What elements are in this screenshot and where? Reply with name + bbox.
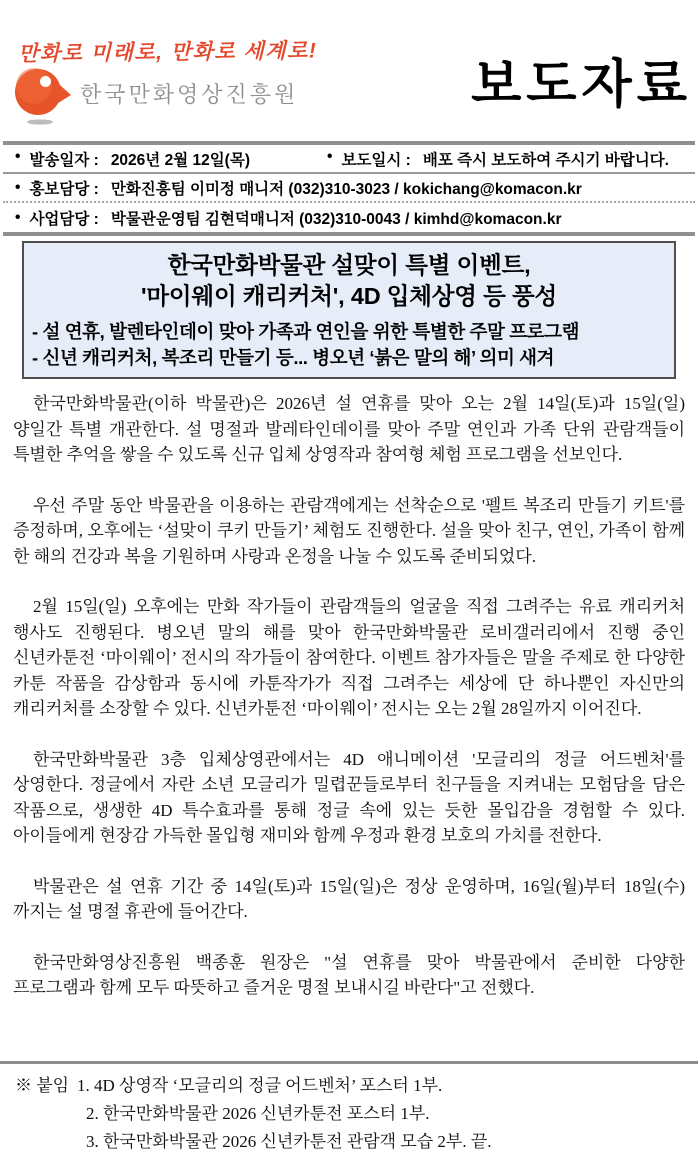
attachment-item-2: 2. 한국만화박물관 2026 신년카툰전 포스터 1부. — [86, 1104, 430, 1123]
headline-subtitle-2: - 신년 캐리커처, 복조리 만들기 등... 병오년 ‘붉은 말의 해’ 의미 새겨 — [32, 347, 555, 368]
report-time-cell — [327, 148, 669, 170]
bullet-icon: • — [15, 178, 21, 196]
headline-line2: '마이웨이 캐리커처', 4D 입체상영 등 풍성 — [141, 283, 557, 309]
slogan-text: 만화로 미래로, 만화로 세계로! — [17, 39, 318, 66]
body-paragraph-4: 한국만화박물관 3층 입체상영관에서는 4D 애니메이션 '모글리의 정글 어드벤처'를 상영한다. 정글에서 자란 소년 모글리가 밀렵꾼들로부터 친구들을 지켜내는 모험담을 담은 작품으로, 생생한 4D 특수효과를 통해 정글 속에 있는 듯한 몰입감을 경험할 수 있다. 아이들에게 현장감 가득한 몰입형 재미와 함께 우정과 환경 보호의 가치를 전한다. — [13, 749, 685, 845]
send-date-cell — [15, 148, 327, 170]
attachment-item-1: 1. 4D 상영작 ‘모글리의 정글 어드벤처’ 포스터 1부. — [77, 1076, 443, 1095]
bullet-icon: • — [15, 208, 21, 226]
headline-subtitles — [32, 319, 666, 371]
body-paragraph-6: 한국만화영상진흥원 백종훈 원장은 "설 연휴를 맞아 박물관에서 준비한 다양한 프로그램과 함께 모두 따뜻하고 즐거운 명절 보내시길 바란다"고 전했다. — [13, 952, 685, 997]
document-type-title: 보도자료 — [471, 56, 692, 114]
headline-box — [22, 241, 676, 379]
send-date-value: 2026년 2월 12일(목) — [110, 151, 250, 169]
biz-contact-value: 박물관운영팀 김현덕매니저 (032)310-0043 / kimhd@komacon.kr — [110, 210, 562, 228]
headline-line1: 한국만화박물관 설맞이 특별 이벤트, — [167, 252, 531, 278]
org-name: 한국만화영상진흥원 — [80, 81, 299, 107]
info-row-pr-contact — [3, 174, 695, 203]
body-paragraph-1: 한국만화박물관(이하 박물관)은 2026년 설 연휴를 맞아 오는 2월 14일(토)과 15일(일) 양일간 특별 개관한다. 설 명절과 발레타인데이를 맞아 주말 연인과 가족 단위 관람객들이 특별한 추억을 쌓을 수 있도록 신규 입체 상영작과 참여형 체험 프로그램을 선보인다. — [13, 394, 685, 464]
pr-contact-label: 홍보담당 : — [29, 180, 99, 198]
attachment-line-1 — [15, 1072, 698, 1100]
bullet-icon: • — [15, 147, 21, 165]
komacon-logo-icon — [14, 66, 72, 126]
send-date-label: 발송일자 : — [29, 151, 99, 169]
biz-contact-label: 사업담당 : — [29, 210, 99, 228]
report-time-value: 배포 즉시 보도하여 주시기 바랍니다. — [422, 151, 669, 169]
body-paragraph-2: 우선 주말 동안 박물관을 이용하는 관람객에게는 선착순으로 '펠트 복조리 만들기 키트'를 증정하며, 오후에는 ‘설맞이 쿠키 만들기’ 체험도 진행한다. 설을 맞아 친구, 연인, 가족이 함께 한 해의 건강과 복을 기원하며 사랑과 온정을 나눌 수 있도록 준비되었다. — [13, 495, 685, 566]
document-header — [0, 0, 698, 141]
report-time-label: 보도일시 : — [341, 151, 411, 169]
article-body — [13, 391, 685, 1001]
info-row-biz-contact — [3, 203, 695, 232]
press-info-table — [3, 141, 695, 236]
body-paragraph-5: 박물관은 설 연휴 기간 중 14일(토)과 15일(일)은 정상 운영하며, 16일(월)부터 18일(수)까지는 설 명절 휴관에 들어간다. — [13, 876, 685, 921]
bullet-icon: • — [327, 147, 333, 165]
headline-subtitle-1: - 설 연휴, 발렌타인데이 맞아 가족과 연인을 위한 특별한 주말 프로그램 — [32, 321, 580, 342]
org-logo — [14, 66, 298, 126]
attachment-item-3: 3. 한국만화박물관 2026 신년카툰전 관람객 모습 2부. 끝. — [86, 1132, 492, 1151]
info-row-send-date — [3, 145, 695, 174]
body-paragraph-3: 2월 15일(일) 오후에는 만화 작가들이 관람객들의 얼굴을 직접 그려주는 유료 캐리커처 행사도 진행된다. 병오년 말의 해를 맞아 한국만화박물관 로비갤러리에서 진행 중인 신년카툰전 ‘마이웨이’ 전시의 작가들이 참여한다. 이벤트 참가자들은 말을 주제로 한 다양한 카툰 작품을 감상함과 동시에 카툰작가가 직접 그려주는 세상에 단 하나뿐인 자신만의 캐리커처를 소장할 수 있다. 신년카툰전 ‘마이웨이’ 전시는 오는 2월 28일까지 이어진다. — [13, 597, 685, 718]
pr-contact-value: 만화진흥팀 이미정 매니저 (032)310-3023 / kokichang@komacon.kr — [110, 180, 582, 198]
attachments-footer — [0, 1061, 698, 1156]
attachments-prefix: ※ 붙임 — [15, 1076, 70, 1095]
